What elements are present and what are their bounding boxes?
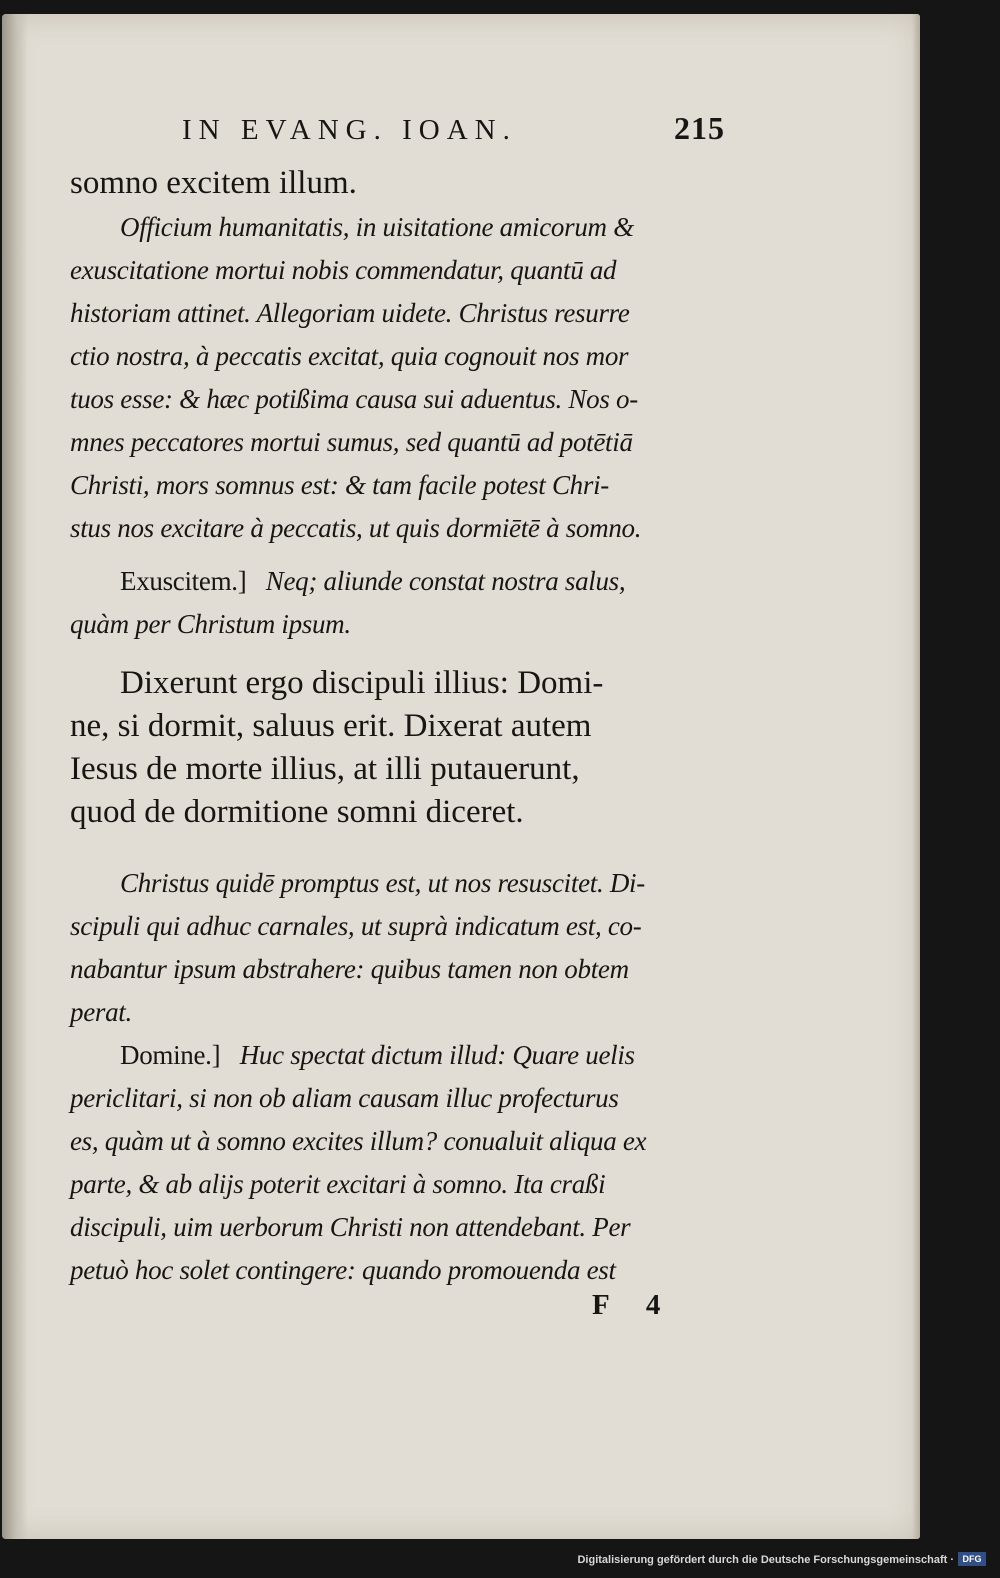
text-line: perat. [70, 997, 132, 1027]
text-line: periclitari, si non ob aliam causam illuc profecturus [70, 1083, 619, 1113]
text-line: mnes peccatores mortui sumus, sed quantū ad potētiā [70, 427, 633, 457]
dfg-logo: DFG [958, 1552, 986, 1566]
lemma-line [70, 1034, 732, 1077]
text-line: tuos esse: & hæc potißima causa sui aduentus. Nos o- [70, 384, 638, 414]
text-line: exuscitatione mortui nobis commendatur, quantū ad [70, 255, 617, 285]
scripture-line: Dixerunt ergo discipuli illius: Domi- [120, 665, 604, 701]
digitization-credit: Digitalisierung gefördert durch die Deutsche Forschungsgemeinschaft · [577, 1554, 954, 1566]
running-title: IN EVANG. IOAN. [182, 114, 517, 146]
text-line: petuò hoc solet contingere: quando promouenda est [70, 1255, 616, 1285]
opening-line: somno excitem illum. [70, 165, 357, 201]
page-number: 215 [674, 110, 725, 146]
opening-line-block [70, 162, 732, 205]
signature-mark: F 4 [592, 1289, 661, 1321]
lemma-text: Huc spectat dictum illud: Quare uelis [239, 1040, 635, 1070]
scripture-line: quod de dormitione somni diceret. [70, 794, 524, 830]
book-page [2, 14, 920, 1539]
text-line: historiam attinet. Allegoriam uidete. Christus resurre [70, 298, 630, 328]
text-line: scipuli qui adhuc carnales, ut suprà indicatum est, co- [70, 911, 642, 941]
lemma-label: Domine.] [120, 1040, 221, 1070]
page-content [2, 14, 920, 1539]
text-line: Officium humanitatis, in uisitatione amicorum & [120, 212, 634, 242]
text-line: nabantur ipsum abstrahere: quibus tamen non obtem [70, 954, 629, 984]
text-line: quàm per Christum ipsum. [70, 609, 351, 639]
scripture-passage [70, 662, 732, 834]
lemma-label: Exuscitem.] [120, 566, 247, 596]
lemma-paragraph-1 [70, 560, 732, 646]
lemma-text: Neq; aliunde constat nostra salus, [265, 566, 626, 596]
text-line: stus nos excitare à peccatis, ut quis dormiētē à somno. [70, 513, 642, 543]
lemma-line [70, 560, 732, 603]
commentary-paragraph-2 [70, 862, 732, 1034]
text-line: Christus quidē promptus est, ut nos resuscitet. Di- [120, 868, 645, 898]
scripture-line: ne, si dormit, saluus erit. Dixerat autem [70, 708, 592, 744]
text-line: discipuli, uim uerborum Christi non attendebant. Per [70, 1212, 631, 1242]
commentary-paragraph-1 [70, 206, 732, 550]
scripture-line: Iesus de morte illius, at illi putauerunt, [70, 751, 580, 787]
text-line: es, quàm ut à somno excites illum? conualuit aliqua ex [70, 1126, 647, 1156]
text-line: ctio nostra, à peccatis excitat, quia cognouit nos mor [70, 341, 629, 371]
text-line: Christi, mors somnus est: & tam facile potest Chri- [70, 470, 609, 500]
text-line: parte, & ab alijs poterit excitari à somno. Ita craßi [70, 1169, 606, 1199]
lemma-paragraph-2 [70, 1034, 732, 1292]
